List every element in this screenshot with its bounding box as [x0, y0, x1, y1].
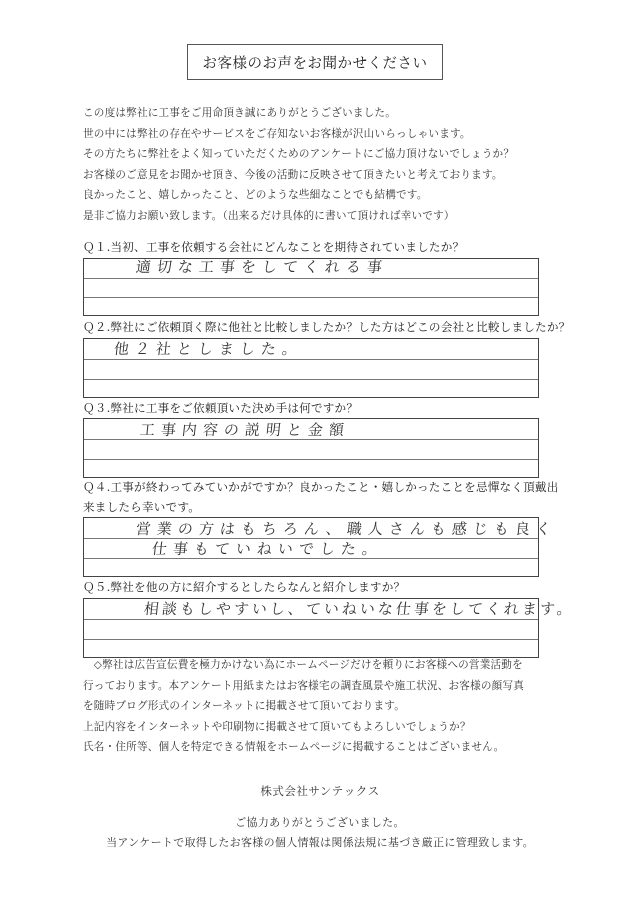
question-text: Ｑ２.弊社にご依頼頂く際に他社と比較しましたか？した方はどこの会社と比較しましたか？: [83, 320, 571, 334]
answer-box-3: [83, 418, 539, 478]
intro-line: この度は弊社に工事をご用命頂き誠にありがとうございました。: [83, 107, 397, 119]
notice-line: 上記内容をインターネットや印刷物に掲載させて頂いてもよろしいでしょうか？: [83, 720, 471, 733]
question-text: Ｑ３.弊社に工事をご依頼頂いた決め手は何ですか？: [83, 401, 359, 415]
notice-line: 行っております。本アンケート用紙またはお客様宅の調査風景や施工状況、お客様の顔写真: [83, 679, 525, 692]
ruled-line: [84, 359, 538, 360]
answer-box-2: [83, 338, 539, 398]
ruled-line: [84, 459, 538, 460]
question-3-label: [83, 398, 358, 418]
notice-line: 氏名・住所等、個人を特定できる情報をホームページに掲載することはございません。: [83, 741, 505, 753]
question-1-label: [83, 237, 464, 257]
intro-line: 是非ご協力お願い致します。（出来るだけ具体的に書いて頂ければ幸いです）: [83, 209, 455, 222]
answer-box-5: [83, 598, 576, 658]
question-2-label: [83, 317, 570, 337]
ruled-line: [84, 619, 538, 620]
answer-text: 相談もしやすいし、ていねいな仕事をしてくれます。: [143, 600, 576, 618]
ruled-line: [84, 639, 538, 640]
answer-text: 仕事もていねいでした。: [151, 540, 384, 558]
answer-box-4: [83, 517, 558, 577]
ruled-line: [84, 379, 538, 380]
company-name: 株式会社サンテックス: [260, 784, 380, 798]
page-title: [187, 44, 443, 80]
publication-notice: [83, 655, 563, 758]
intro-line: その方たちに弊社をよく知っていただくためのアンケートにご協力頂けないでしょうか？: [83, 148, 515, 160]
question-4-label: [83, 477, 559, 517]
question-text: Ｑ５.弊社を他の方に紹介するとしたらなんと紹介しますか？: [83, 580, 406, 594]
intro-line: 世の中には弊社の存在やサービスをご存知ないお客様が沢山いらっしゃいます。: [83, 127, 471, 140]
question-5-label: [83, 577, 405, 597]
intro-line: 良かったこと、嬉しかったこと、どのような些細なことでも結構です。: [83, 189, 428, 201]
ruled-line: [84, 297, 538, 298]
answer-text: 営業の方はもちろん、職人さんも感じも良く: [135, 520, 558, 538]
question-text: Ｑ４.工事が終わってみていかがですか？良かったこと・嬉しかったことを忌憚なく頂戴出: [83, 480, 559, 494]
intro-line: お客様のご意見をお聞かせ頂き、今後の活動に反映させて頂きたいと考えております。: [83, 168, 503, 181]
intro-paragraph: [83, 103, 563, 226]
question-text: 来ましたら幸いです。: [83, 500, 201, 514]
privacy-statement: 当アンケートで取得したお客様の個人情報は関係法規に基づき厳正に管理致します。: [106, 836, 534, 849]
answer-box-1: [83, 258, 539, 316]
notice-line: ◇弊社は広告宣伝費を極力かけない為にホームページだけを頼りにお客様への営業活動を: [83, 659, 523, 671]
answer-text: 工事内容の説明と金額: [139, 421, 351, 439]
answer-text: 他２社としました。: [113, 340, 304, 358]
notice-line: を随時ブログ形式のインターネットに掲載させて頂いております。: [83, 700, 406, 712]
question-text: Ｑ１.当初、工事を依頼する会社にどんなことを期待されていましたか？: [83, 240, 465, 254]
thanks-message: ご協力ありがとうございました。: [235, 816, 405, 829]
ruled-line: [84, 278, 538, 279]
answer-text: 適切な工事をしてくれる事: [135, 258, 389, 276]
page-title-text: お客様のお声をお聞かせください: [202, 55, 428, 72]
